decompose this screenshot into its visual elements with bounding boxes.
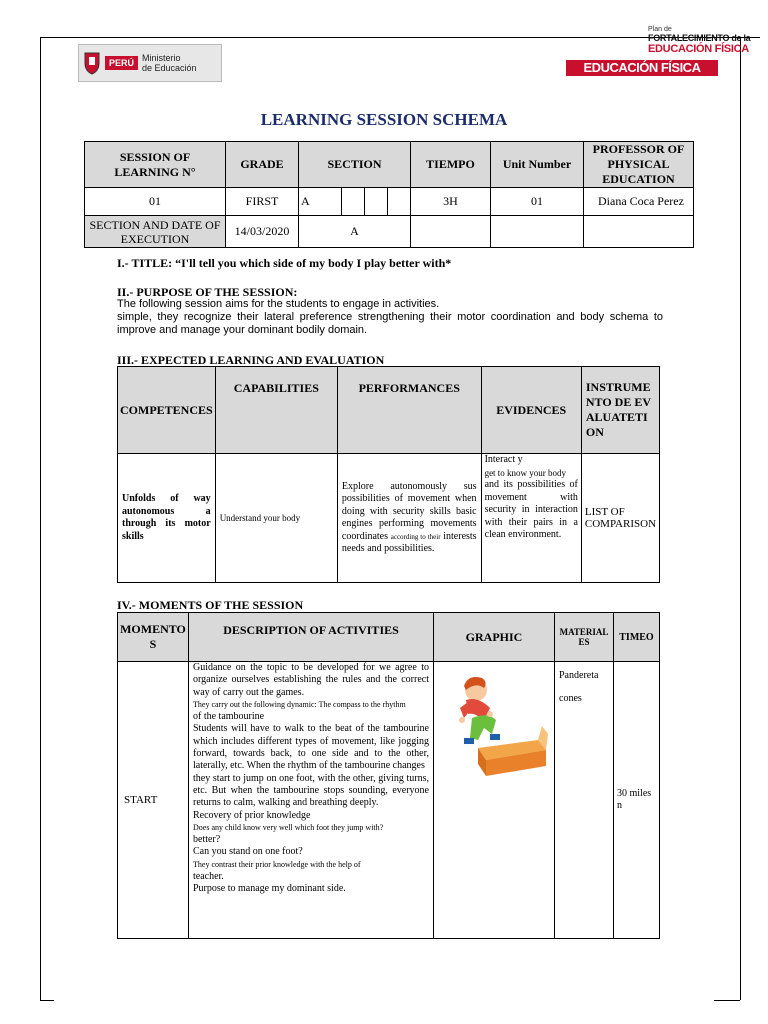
evidence-text-small: get to know your body [484,467,567,478]
session-title: I.- TITLE: “I'll tell you which side of my body I play better with* [117,256,452,270]
hdr-description: DESCRIPTION OF ACTIVITIES [189,613,434,662]
moments-table [117,612,660,939]
desc-line-1: They carry out the following dynamic: The compass to the rhythm [193,699,406,709]
section-cell-4 [388,188,411,216]
hdr-time: TIEMPO [411,142,491,188]
desc-line-3: Students will have to walk to the beat of the tambourine which includes different types of movement, like jogging forward, towards back, to one side and to the other, laterally, etc. When the rhythm of the tambourine changes [193,723,429,772]
hdr-grade: GRADE [226,142,299,188]
time-value-cell: 30 milesn [614,662,660,939]
desc-line-5: Recovery of prior knowledge [193,809,311,821]
frame-right-line [740,37,741,1000]
empty-cell-a [411,216,491,248]
section-value: A [299,188,342,216]
performance-text-2: interests needs and possibilities. [341,530,477,554]
desc-line-7: better? [193,834,221,846]
desc-line-9: They contrast their prior knowledge with the help of [193,859,361,869]
peru-label: PERÚ [105,56,138,70]
competence-text: Unfolds of way autonomous a through its motor skills [118,454,216,583]
date-label: SECTION AND DATE OF EXECUTION [85,216,226,248]
moments-heading: IV.- MOMENTS OF THE SESSION [117,598,304,612]
plan-line3: EDUCACIÓN FÍSICA [648,43,749,55]
section-cell-3 [365,188,388,216]
unit-value: 01 [491,188,584,216]
hdr-performances: PERFORMANCES [337,367,481,454]
description-cell [189,662,434,939]
graphic-cell [434,662,555,939]
empty-cell-b [491,216,584,248]
ministry-logo [78,44,222,82]
hdr-session: SESSION OF LEARNING N° [85,142,226,188]
expected-heading: III.- EXPECTED LEARNING AND EVALUATION [117,353,385,367]
plan-line1: Plan de [648,26,672,33]
plan-logo-banner: EDUCACIÓN FÍSICA [566,60,718,76]
time-value: 3H [411,188,491,216]
desc-line-11: Purpose to manage my dominant side. [193,883,346,895]
coat-of-arms-icon [83,51,101,75]
date-section-value: A [299,216,411,248]
hdr-evidences: EVIDENCES [481,367,581,454]
session-info-table [84,141,694,248]
desc-line-4: they start to jump on one foot, with the other, giving turns, etc. But when the tambourine stops sounding, everyone returns to calm, walking and breathing deeply. [193,772,429,809]
evidence-text-2: and its possibilities of movement with security in interaction with their pairs in a clean environment. [484,479,578,540]
capability-text: Understand your body [215,454,337,583]
material-cones: cones [559,692,582,704]
hdr-graphic: GRAPHIC [434,613,555,662]
session-number: 01 [85,188,226,216]
hdr-professor: PROFESSOR OF PHYSICAL EDUCATION [584,142,694,188]
section-cell-2 [342,188,365,216]
date-value: 14/03/2020 [226,216,299,248]
purpose-heading: II.- PURPOSE OF THE SESSION: [117,285,298,299]
frame-corner-br [714,1000,740,1001]
instrument-value: LIST OF COMPARISON [581,454,659,583]
performance-text-1: Explore autonomously sus possibilities of movement when doing with security skills basic engines performing movements coordinates [341,480,477,542]
materials-cell [555,662,614,939]
grade-value: FIRST [226,188,299,216]
child-jumping-illustration [438,668,548,778]
frame-left-line [40,37,41,1000]
hdr-instrument: INSTRUMENTO DE EVALUATETION [581,367,659,454]
desc-line-0: Guidance on the topic to be developed for we agree to organize ourselves establishing the rules and the correct way of carry out the games. [193,662,429,698]
hdr-capabilities: CAPABILITIES [215,367,337,454]
hdr-competences: COMPETENCES [118,367,216,454]
frame-corner-bl [40,1000,54,1001]
empty-cell-c [584,216,694,248]
plan-line2: FORTALECIMIENTO de la [648,33,751,43]
performance-cell [337,454,481,583]
desc-line-8: Can you stand on one foot? [193,846,303,858]
evidence-text-1: Interact y [484,454,523,465]
desc-line-10: teacher. [193,871,224,883]
professor-value: Diana Coca Perez [584,188,694,216]
material-pandereta: Pandereta [559,670,599,681]
hdr-unit: Unit Number [491,142,584,188]
hdr-materials: MATERIALES [555,613,614,662]
hdr-time: TIMEO [614,613,660,662]
moment-start: START [118,662,189,939]
page-title: LEARNING SESSION SCHEMA [260,110,508,129]
evidence-cell [481,454,581,583]
ministry-label: Ministerio de Educación [142,53,197,73]
desc-line-2: of the tambourine [193,711,265,723]
purpose-text: The following session aims for the students to engage in activities. simple, they recognize their lateral preference strengthening their motor coordination and body schema to improve and manage your dominant bodily domain. [117,298,663,336]
hdr-moments: MOMENTOS [118,613,189,662]
hdr-section: SECTION [299,142,411,188]
performance-text-small: according to their [390,532,441,541]
learning-evaluation-table [117,366,660,583]
desc-line-6: Does any child know very well which foot they jump with? [193,822,384,832]
